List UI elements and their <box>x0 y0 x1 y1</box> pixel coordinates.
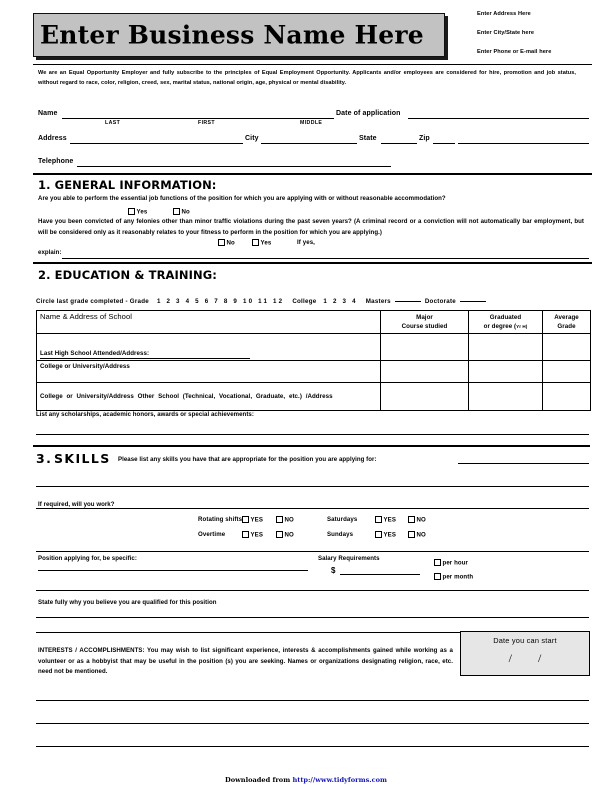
saturdays-no-label: NO <box>416 516 426 524</box>
last-name-label: LAST <box>105 120 121 126</box>
row-highschool-major-cell[interactable] <box>381 334 469 361</box>
overtime-yes-label: YES <box>250 531 263 539</box>
table-row[interactable] <box>37 361 591 383</box>
salary-requirements-label: Salary Requirements <box>318 555 380 562</box>
sundays-label: Sundays <box>327 531 354 538</box>
if-required-work-label: If required, will you work? <box>38 501 115 508</box>
row-college-grade-cell[interactable] <box>543 361 591 383</box>
zip-label: Zip <box>419 135 430 142</box>
form-header <box>0 0 612 68</box>
col-graduated-header <box>469 311 543 334</box>
q2-yes-label: Yes <box>260 239 272 247</box>
q2-yes-option[interactable] <box>252 239 271 247</box>
sundays-yes[interactable] <box>375 531 396 539</box>
row-college-major-cell[interactable] <box>381 361 469 383</box>
sundays-yes-checkbox[interactable] <box>375 531 382 538</box>
col-average-line1: Average <box>554 314 579 321</box>
overtime-yes[interactable] <box>242 531 263 539</box>
row-college-graduated-cell[interactable] <box>469 361 543 383</box>
doctorate-label: Doctorate <box>424 298 456 305</box>
section-1-heading: 1. GENERAL INFORMATION: <box>38 178 217 192</box>
table-row[interactable] <box>37 334 591 361</box>
education-table-header-row <box>37 311 591 334</box>
middle-name-label: MIDDLE <box>300 120 323 126</box>
interests-input-line1[interactable] <box>36 700 589 701</box>
saturdays-yes-label: YES <box>383 516 396 524</box>
eeo-statement: We are an Equal Opportunity Employer and fully subscribe to the principles of Equal Employment Opportunity. Applicants and/or employees are considered for hire, promotion and job status, without regard to race, color, religion, creed, sex, marital status, national origin, age, physical or mental disability. <box>38 70 576 86</box>
row-other-grade-cell[interactable] <box>543 383 591 411</box>
saturdays-label: Saturdays <box>327 516 358 523</box>
col-major-line2: Course studied <box>401 323 448 330</box>
row-highschool-text: Last High School Attended/Address: <box>40 349 250 360</box>
interests-accomplishments-text: INTERESTS / ACCOMPLISHMENTS: You may wish to list significant experience, interests & accomplishments gained while working as a volunteer or as a hobbyist that may be useful in the position (s) you are seeking. Names or organizations designating religion, race, etc. need not be mentioned. <box>38 647 453 675</box>
qualified-reason-label: State fully why you believe you are qualified for this position <box>38 599 217 606</box>
position-applying-label: Position applying for, be specific: <box>38 555 137 562</box>
rotating-shifts-yes-checkbox[interactable] <box>242 516 249 523</box>
col-graduated-line1: Graduated <box>489 314 522 321</box>
q1-yes-label: Yes <box>136 208 148 216</box>
saturdays-yes[interactable] <box>375 516 396 524</box>
footer <box>0 776 612 784</box>
salary-currency-symbol: $ <box>331 566 336 575</box>
section1-question1: Are you able to perform the essential job functions of the position for which you are applying with or without reasonable accommodation? <box>38 195 446 202</box>
q1-no-checkbox[interactable] <box>173 208 180 215</box>
row-highschool-label[interactable] <box>37 334 381 361</box>
rotating-shifts-no-checkbox[interactable] <box>276 516 283 523</box>
date-of-application-input[interactable] <box>408 118 589 119</box>
col-major-line1: Major <box>416 314 433 321</box>
overtime-no-checkbox[interactable] <box>276 531 283 538</box>
doctorate-input[interactable] <box>460 301 486 302</box>
scholarships-label: List any scholarships, academic honors, awards or special achievements: <box>36 411 254 418</box>
per-month-checkbox[interactable] <box>434 573 441 580</box>
college-label: College <box>292 298 317 305</box>
section-2-heading: 2. EDUCATION & TRAINING: <box>38 268 217 282</box>
header-divider <box>33 64 592 65</box>
interests-input-line3[interactable] <box>36 746 589 747</box>
rotating-shifts-no[interactable] <box>276 516 294 524</box>
footer-source-url[interactable]: http://www.tidyforms.com <box>292 776 387 784</box>
skills-input-line1[interactable] <box>458 463 589 464</box>
business-contact-block <box>477 11 609 68</box>
business-name-placeholder: Enter Business Name Here <box>40 20 424 50</box>
sundays-no-label: NO <box>416 531 426 539</box>
salary-input[interactable] <box>340 574 420 575</box>
telephone-label: Telephone <box>38 158 74 165</box>
per-month-option[interactable] <box>434 573 473 581</box>
rotating-shifts-label: Rotating shifts <box>198 516 243 523</box>
skills-prompt: Please list any skills you have that are appropriate for the position you are applying for: <box>118 456 377 463</box>
position-applying-input[interactable] <box>38 570 308 571</box>
per-hour-option[interactable] <box>434 559 468 567</box>
q2-no-label: No <box>226 239 235 247</box>
position-row-top-divider <box>36 551 589 552</box>
sundays-yes-label: YES <box>383 531 396 539</box>
grade-numbers[interactable]: 1 2 3 4 5 6 7 8 9 10 11 12 <box>156 298 285 305</box>
col-average-grade-header <box>543 311 591 334</box>
row-other-school-label[interactable]: College or University/Address Other School (Technical, Vocational, Graduate, etc.) /Address <box>37 383 381 411</box>
q1-no-label: No <box>181 208 190 216</box>
per-month-label: per month <box>442 573 474 581</box>
q2-yes-checkbox[interactable] <box>252 239 259 246</box>
state-input[interactable] <box>381 143 417 144</box>
masters-input[interactable] <box>395 301 421 302</box>
section1-question2: Have you been convicted of any felonies other than minor traffic violations during the past seven years? (A criminal record or a conviction will not automatically bar employment, but will be considered only as it reasonably relates to your fitness to perform in the position for which you are applying.) <box>38 218 584 236</box>
col-average-line2: Grade <box>557 323 576 330</box>
phone-email-placeholder[interactable]: Enter Phone or E-mail here <box>477 49 552 55</box>
zip-input[interactable] <box>433 143 455 144</box>
position-row-bottom-divider <box>36 590 589 591</box>
address-label: Address <box>38 135 67 142</box>
row-other-graduated-cell[interactable] <box>469 383 543 411</box>
saturdays-yes-checkbox[interactable] <box>375 516 382 523</box>
interests-input-line2[interactable] <box>36 723 589 724</box>
overtime-yes-checkbox[interactable] <box>242 531 249 538</box>
overtime-no-label: NO <box>284 531 294 539</box>
row-highschool-graduated-cell[interactable] <box>469 334 543 361</box>
section-3-heading: SKILLS <box>54 451 111 466</box>
address-input[interactable] <box>70 143 243 144</box>
rotating-shifts-yes-label: YES <box>250 516 263 524</box>
date-of-application-label: Date of application <box>336 110 401 117</box>
skills-input-line2[interactable] <box>36 486 589 487</box>
q2-no-option[interactable] <box>218 239 235 247</box>
q2-explain-input[interactable] <box>62 258 589 259</box>
masters-label: Masters <box>365 298 391 305</box>
education-table <box>36 310 591 411</box>
overtime-label: Overtime <box>198 531 226 538</box>
col-major-header <box>381 311 469 334</box>
q2-ifyes-label: If yes, <box>297 239 315 246</box>
sundays-no[interactable] <box>408 531 426 539</box>
q1-yes-checkbox[interactable] <box>128 208 135 215</box>
section-3-number: 3. <box>36 451 53 466</box>
date-you-can-start-label: Date you can start <box>493 636 557 645</box>
skills-input-line3[interactable] <box>36 508 589 509</box>
college-years[interactable]: 1 2 3 4 <box>323 298 358 305</box>
grade-prefix-label: Circle last grade completed - Grade <box>36 298 149 305</box>
col-school-header: Name & Address of School <box>37 311 381 334</box>
per-hour-checkbox[interactable] <box>434 559 441 566</box>
date-you-can-start-box[interactable] <box>460 631 590 676</box>
name-input[interactable] <box>62 118 334 119</box>
footer-prefix: Downloaded from <box>225 776 293 784</box>
q2-explain-label: explain: <box>38 249 62 256</box>
saturdays-no-checkbox[interactable] <box>408 516 415 523</box>
section2-top-divider <box>33 262 592 264</box>
q1-no-option[interactable] <box>173 208 190 216</box>
address-placeholder[interactable]: Enter Address Here <box>477 11 531 17</box>
city-label: City <box>245 135 259 142</box>
city-state-placeholder[interactable]: Enter City/State here <box>477 30 535 36</box>
overtime-no[interactable] <box>276 531 294 539</box>
col-graduated-line2: or degree ( <box>483 323 517 330</box>
section1-top-divider <box>33 173 592 175</box>
row-college-label[interactable]: College or University/Address <box>37 361 381 383</box>
first-name-label: FIRST <box>198 120 215 126</box>
table-row[interactable] <box>37 383 591 411</box>
row-other-major-cell[interactable] <box>381 383 469 411</box>
saturdays-no[interactable] <box>408 516 426 524</box>
per-hour-label: per hour <box>442 559 469 567</box>
q2-no-checkbox[interactable] <box>218 239 225 246</box>
q1-yes-option[interactable] <box>128 208 147 216</box>
city-input[interactable] <box>261 143 357 144</box>
state-label: State <box>359 135 377 142</box>
row-highschool-grade-cell[interactable] <box>543 334 591 361</box>
col-graduated-paren: Yr H) <box>516 324 528 329</box>
name-label: Name <box>38 110 58 117</box>
section3-top-divider <box>33 445 590 447</box>
grade-circle-line[interactable] <box>36 298 488 305</box>
sundays-no-checkbox[interactable] <box>408 531 415 538</box>
qualified-reason-input-1[interactable] <box>36 617 589 618</box>
rotating-shifts-no-label: NO <box>284 516 294 524</box>
telephone-input[interactable] <box>77 166 391 167</box>
business-name-box[interactable] <box>33 13 445 57</box>
date-you-can-start-input[interactable]: // <box>508 651 568 665</box>
address-extra-input[interactable] <box>458 143 589 144</box>
rotating-shifts-yes[interactable] <box>242 516 263 524</box>
scholarships-input[interactable] <box>36 434 589 435</box>
